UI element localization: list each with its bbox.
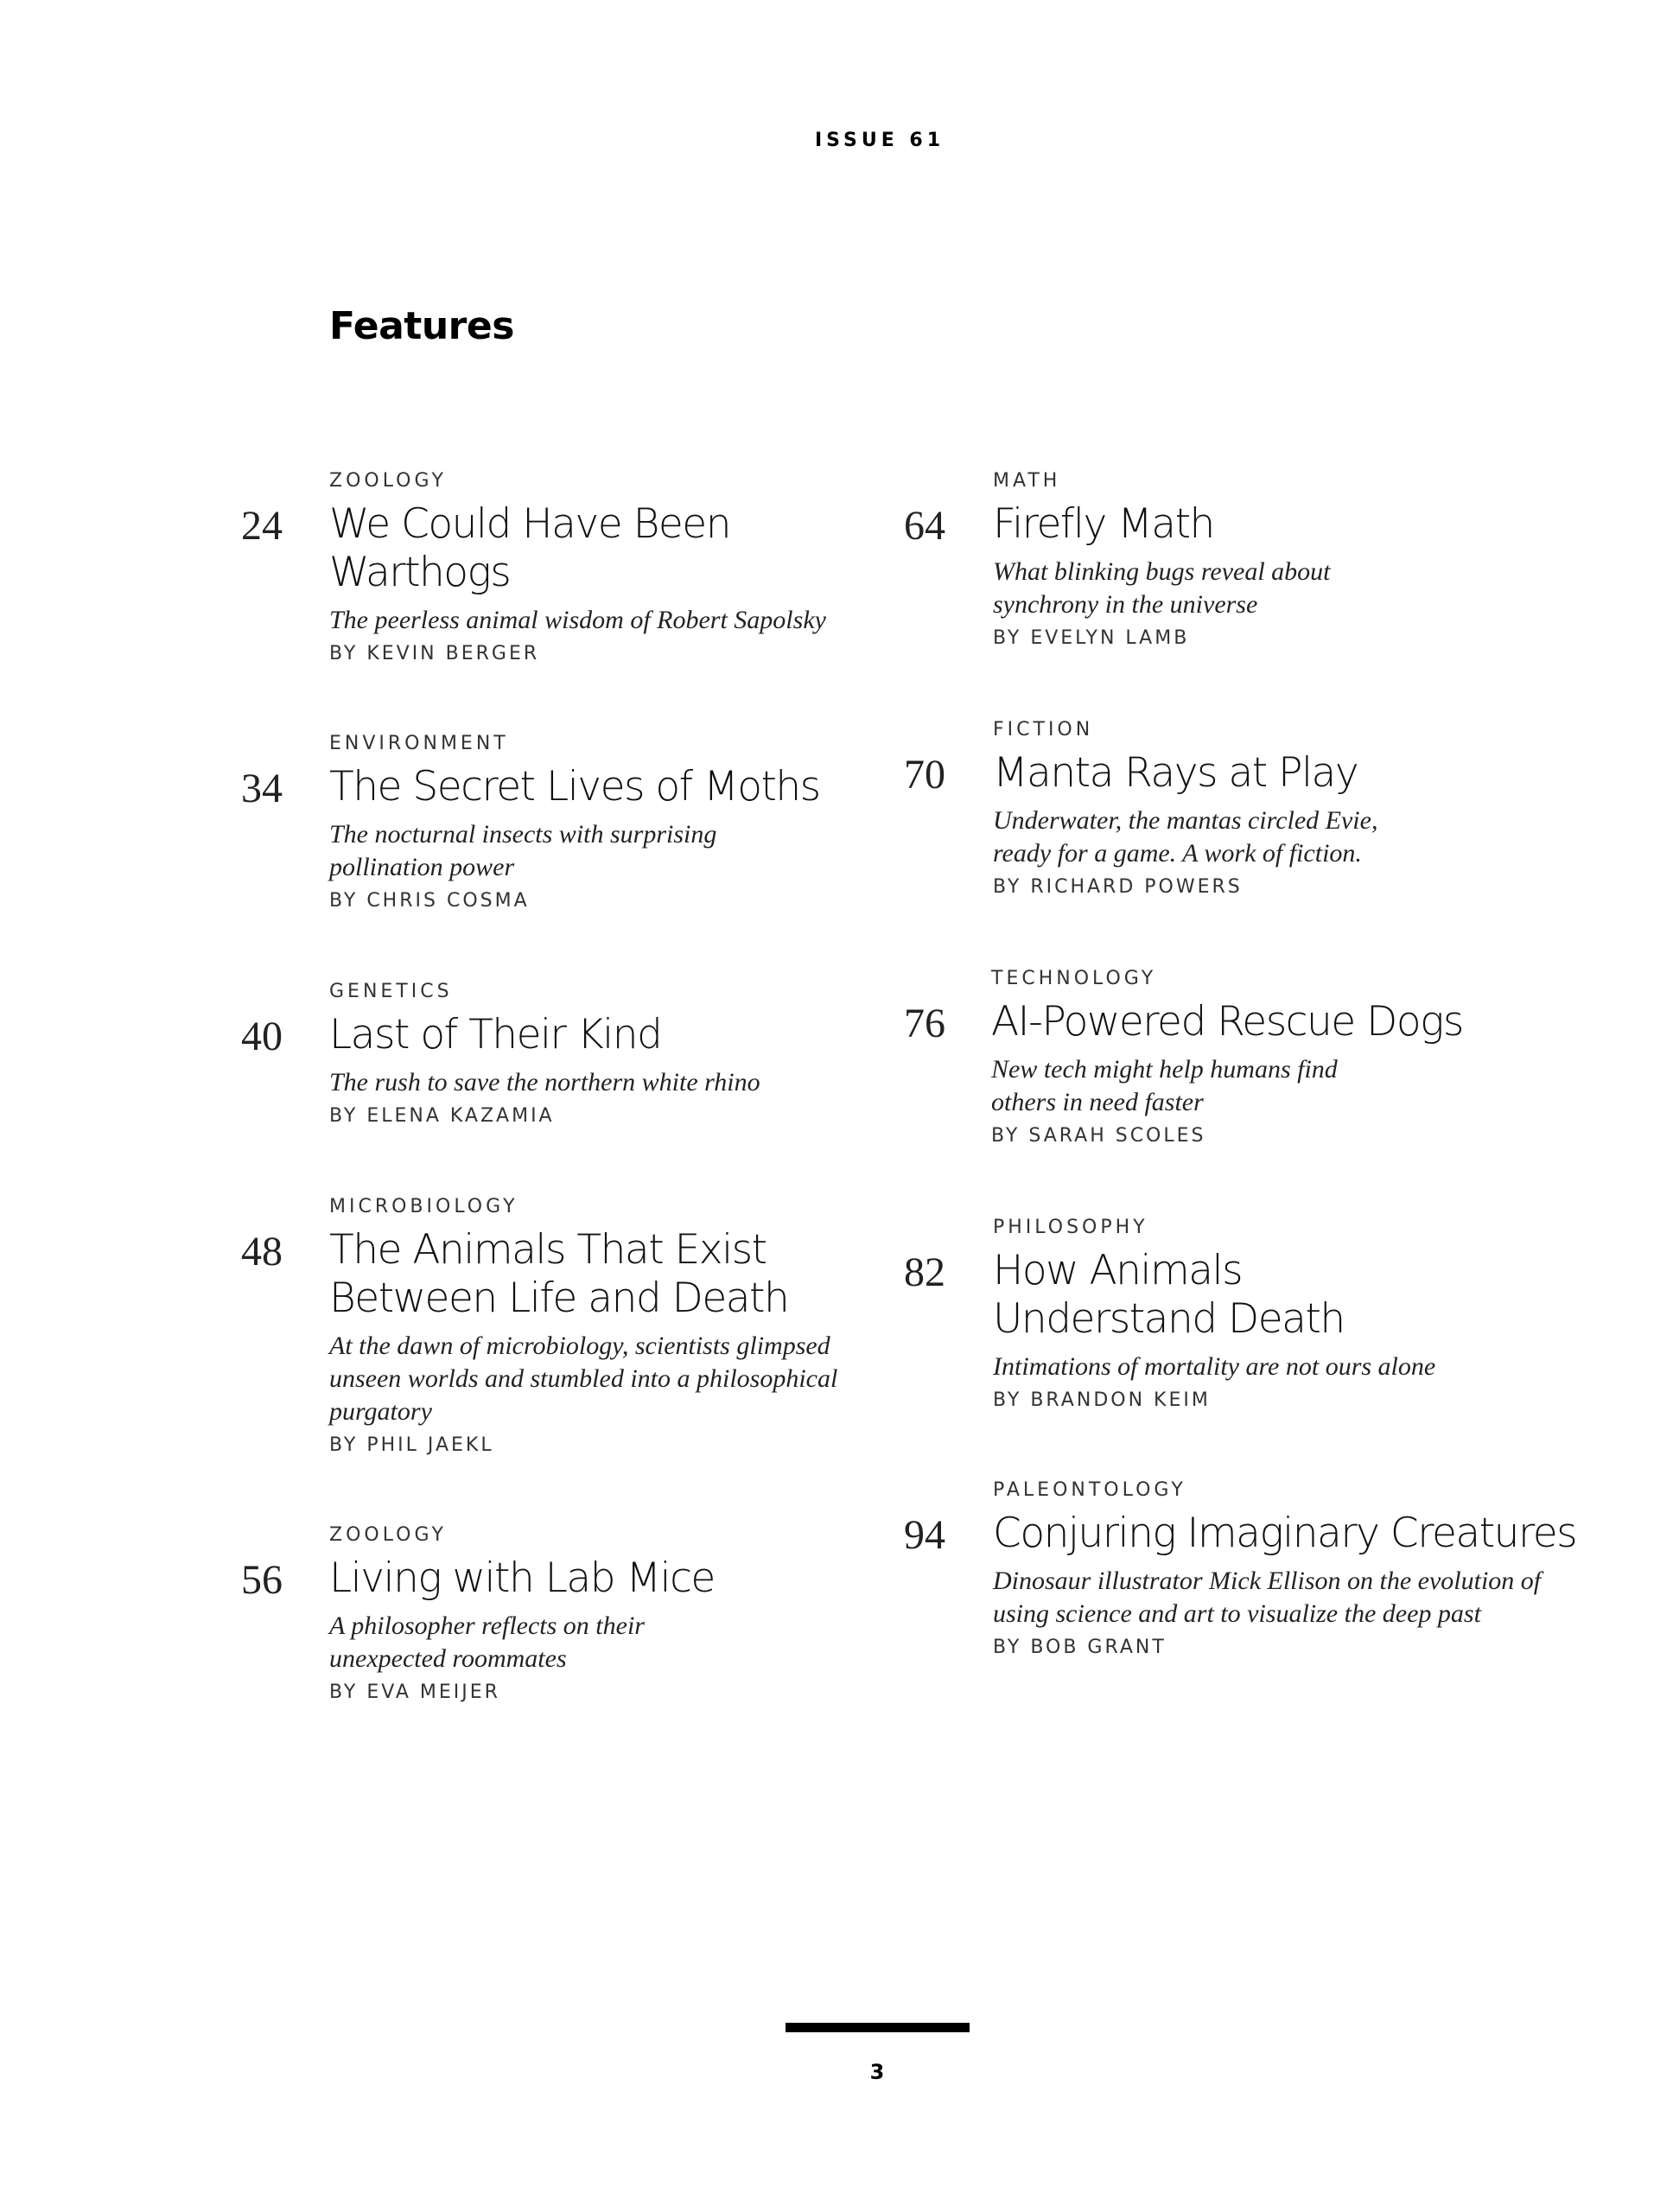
category-label: FICTION — [993, 719, 1094, 741]
article-title[interactable]: Manta Rays at Play — [993, 749, 1358, 797]
byline: BY PHIL JAEKL — [329, 1434, 494, 1456]
category-label: PALEONTOLOGY — [993, 1479, 1186, 1501]
article-title[interactable]: Conjuring Imaginary Creatures — [993, 1510, 1577, 1557]
byline: BY SARAH SCOLES — [991, 1125, 1206, 1147]
article-subtitle: New tech might help humans find others in need faster — [991, 1055, 1338, 1116]
page-number: 64 — [904, 503, 945, 549]
article-title[interactable]: The Secret Lives of Moths — [329, 763, 820, 810]
byline: BY KEVIN BERGER — [329, 643, 540, 664]
category-label: TECHNOLOGY — [991, 968, 1157, 989]
byline: BY EVA MEIJER — [329, 1681, 500, 1703]
section-title: Features — [329, 304, 514, 348]
byline: BY EVELYN LAMB — [993, 627, 1190, 649]
article-title[interactable]: The Animals That Exist Between Life and Death — [329, 1226, 789, 1322]
category-label: ENVIRONMENT — [329, 733, 509, 754]
byline: BY RICHARD POWERS — [993, 876, 1243, 898]
footer-rule — [786, 2023, 970, 2032]
article-title[interactable]: We Could Have Been Warthogs — [329, 500, 730, 596]
article-subtitle: A philosopher reflects on their unexpected roommates — [329, 1611, 645, 1673]
page-number: 34 — [241, 766, 283, 811]
article-title[interactable]: Firefly Math — [993, 500, 1214, 548]
article-subtitle: The nocturnal insects with surprising pollination power — [329, 820, 717, 881]
article-title[interactable]: AI-Powered Rescue Dogs — [991, 998, 1463, 1046]
page-number: 94 — [904, 1512, 945, 1558]
article-subtitle: What blinking bugs reveal about synchrony in the universe — [993, 557, 1331, 619]
byline: BY ELENA KAZAMIA — [329, 1105, 555, 1127]
category-label: GENETICS — [329, 981, 453, 1002]
article-subtitle: The rush to save the northern white rhino — [329, 1068, 760, 1096]
category-label: ZOOLOGY — [329, 1524, 447, 1546]
byline: BY CHRIS COSMA — [329, 890, 530, 912]
article-subtitle: Dinosaur illustrator Mick Ellison on the evolution of using science and art to visualize the deep past — [993, 1567, 1542, 1628]
category-label: MATH — [993, 470, 1061, 492]
page-number: 70 — [904, 752, 945, 798]
page-number: 24 — [241, 503, 283, 549]
page-number: 82 — [904, 1249, 945, 1295]
byline: BY BRANDON KEIM — [993, 1389, 1211, 1411]
byline: BY BOB GRANT — [993, 1637, 1167, 1658]
article-title[interactable]: Last of Their Kind — [329, 1011, 662, 1058]
article-title[interactable]: How Animals Understand Death — [993, 1247, 1345, 1343]
page-number-footer: 3 — [869, 2060, 885, 2084]
page-number: 48 — [241, 1229, 283, 1274]
issue-label: ISSUE 61 — [814, 130, 945, 151]
article-subtitle: Underwater, the mantas circled Evie, ready for a game. A work of fiction. — [993, 806, 1378, 868]
article-subtitle: At the dawn of microbiology, scientists glimpsed unseen worlds and stumbled into a philosophical purgatory — [329, 1332, 838, 1426]
category-label: ZOOLOGY — [329, 470, 447, 492]
page-number: 40 — [241, 1014, 283, 1059]
category-label: PHILOSOPHY — [993, 1217, 1148, 1238]
category-label: MICROBIOLOGY — [329, 1196, 518, 1217]
article-subtitle: The peerless animal wisdom of Robert Sapolsky — [329, 606, 826, 634]
article-subtitle: Intimations of mortality are not ours alone — [993, 1352, 1436, 1381]
page-number: 76 — [904, 1001, 945, 1046]
page-number: 56 — [241, 1557, 283, 1603]
article-title[interactable]: Living with Lab Mice — [329, 1554, 715, 1602]
